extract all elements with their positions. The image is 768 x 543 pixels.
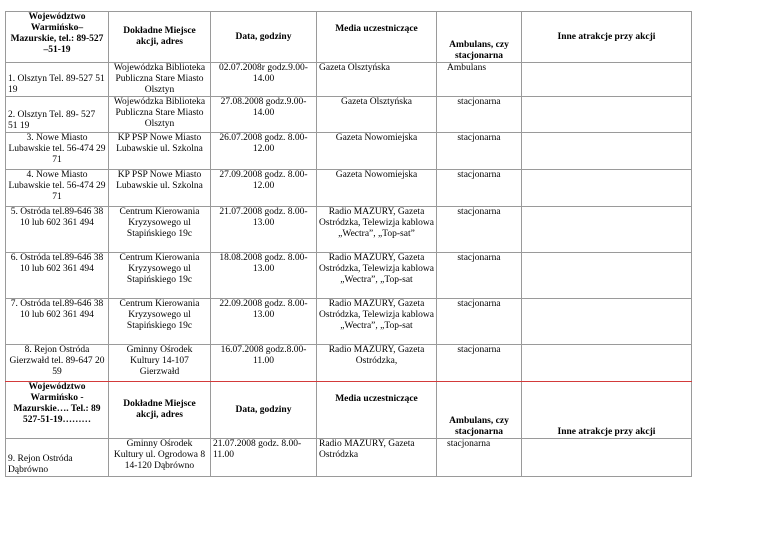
cell-place: Centrum Kierowania Kryzysowego ul Stapińskiego 19c — [109, 299, 211, 345]
header-date: Data, godziny — [211, 12, 317, 63]
cell-place: Centrum Kierowania Kryzysowego ul Stapińskiego 19c — [109, 207, 211, 253]
cell-place: Centrum Kierowania Kryzysowego ul Stapińskiego 19c — [109, 253, 211, 299]
cell-extra — [522, 253, 692, 299]
header-extra: Inne atrakcje przy akcji — [522, 382, 692, 439]
cell-date: 21.07.2008 godz. 8.00-11.00 — [211, 439, 317, 477]
cell-date: 22.09.2008 godz. 8.00-13.00 — [211, 299, 317, 345]
cell-type: stacjonarna — [437, 253, 522, 299]
cell-region: 5. Ostróda tel.89-646 38 10 lub 602 361 494 — [6, 207, 109, 253]
cell-type: stacjonarna — [437, 97, 522, 133]
table-row — [6, 345, 692, 382]
table-row — [6, 170, 692, 207]
table-row — [6, 97, 692, 133]
schedule-table — [5, 11, 692, 477]
cell-date: 18.08.2008 godz. 8.00-13.00 — [211, 253, 317, 299]
cell-date: 26.07.2008 godz. 8.00-12.00 — [211, 133, 317, 170]
cell-media: Gazeta Olsztyńska — [317, 63, 437, 97]
header-region: Województwo Warmińsko– Mazurskie, tel.: 89-527 –51-19 — [6, 12, 109, 63]
table-row — [6, 133, 692, 170]
table-row — [6, 253, 692, 299]
cell-media: Gazeta Olsztyńska — [317, 97, 437, 133]
cell-extra — [522, 97, 692, 133]
table-row — [6, 439, 692, 477]
header-type: Ambulans, czy stacjonarna — [437, 382, 522, 439]
cell-extra — [522, 63, 692, 97]
cell-place: Gminny Ośrodek Kultury 14-107 Gierzwałd — [109, 345, 211, 382]
header-media: Media uczestniczące — [317, 12, 437, 63]
cell-region: 9. Rejon Ostróda Dąbrówno — [6, 439, 109, 477]
cell-region: 3. Nowe Miasto Lubawskie tel. 56-474 29 71 — [6, 133, 109, 170]
cell-date: 02.07.2008r godz.9.00-14.00 — [211, 63, 317, 97]
cell-type: stacjonarna — [437, 439, 522, 477]
cell-date: 16.07.2008 godz.8.00-11.00 — [211, 345, 317, 382]
header-extra: Inne atrakcje przy akcji — [522, 12, 692, 63]
cell-extra — [522, 439, 692, 477]
cell-type: stacjonarna — [437, 207, 522, 253]
cell-place: Wojewódzka Biblioteka Publiczna Stare Miasto Olsztyn — [109, 97, 211, 133]
cell-media: Radio MAZURY, Gazeta Ostródzka — [317, 439, 437, 477]
cell-media: Radio MAZURY, Gazeta Ostródzka, Telewizja kablowa „Wectra”, „Top-sat — [317, 253, 437, 299]
cell-region: 6. Ostróda tel.89-646 38 10 lub 602 361 494 — [6, 253, 109, 299]
cell-media: Radio MAZURY, Gazeta Ostródzka, Telewizja kablowa „Wectra”, „Top-sat — [317, 299, 437, 345]
header-row — [6, 12, 692, 63]
cell-type: stacjonarna — [437, 170, 522, 207]
table-row — [6, 63, 692, 97]
header-region: Województwo Warmińsko - Mazurskie…. Tel.: 89 527-51-19……… — [6, 382, 109, 439]
cell-date: 21.07.2008 godz. 8.00-13.00 — [211, 207, 317, 253]
cell-place: Wojewódzka Biblioteka Publiczna Stare Miasto Olsztyn — [109, 63, 211, 97]
cell-region: 8. Rejon Ostróda Gierzwałd tel. 89-647 20 59 — [6, 345, 109, 382]
cell-place: Gminny Ośrodek Kultury ul. Ogrodowa 8 14-120 Dąbrówno — [109, 439, 211, 477]
table-row — [6, 299, 692, 345]
cell-extra — [522, 133, 692, 170]
cell-media: Radio MAZURY, Gazeta Ostródzka, — [317, 345, 437, 382]
cell-extra — [522, 345, 692, 382]
cell-region: 7. Ostróda tel.89-646 38 10 lub 602 361 494 — [6, 299, 109, 345]
cell-region: 4. Nowe Miasto Lubawskie tel. 56-474 29 71 — [6, 170, 109, 207]
header-place: Dokładne Miejsce akcji, adres — [109, 12, 211, 63]
cell-extra — [522, 299, 692, 345]
cell-type: stacjonarna — [437, 299, 522, 345]
cell-place: KP PSP Nowe Miasto Lubawskie ul. Szkolna — [109, 170, 211, 207]
cell-extra — [522, 207, 692, 253]
cell-type: stacjonarna — [437, 133, 522, 170]
cell-media: Gazeta Nowomiejska — [317, 170, 437, 207]
header-row — [6, 382, 692, 439]
cell-date: 27.08.2008 godz.9.00-14.00 — [211, 97, 317, 133]
cell-region: 1. Olsztyn Tel. 89-527 51 19 — [6, 63, 109, 97]
cell-type: stacjonarna — [437, 345, 522, 382]
header-type: Ambulans, czy stacjonarna — [437, 12, 522, 63]
cell-region: 2. Olsztyn Tel. 89- 527 51 19 — [6, 97, 109, 133]
header-date: Data, godziny — [211, 382, 317, 439]
table-row — [6, 207, 692, 253]
cell-place: KP PSP Nowe Miasto Lubawskie ul. Szkolna — [109, 133, 211, 170]
header-place: Dokładne Miejsce akcji, adres — [109, 382, 211, 439]
cell-media: Radio MAZURY, Gazeta Ostródzka, Telewizja kablowa „Wectra”, „Top-sat” — [317, 207, 437, 253]
cell-extra — [522, 170, 692, 207]
cell-date: 27.09.2008 godz. 8.00-12.00 — [211, 170, 317, 207]
cell-media: Gazeta Nowomiejska — [317, 133, 437, 170]
header-media: Media uczestniczące — [317, 382, 437, 439]
cell-type: Ambulans — [437, 63, 522, 97]
